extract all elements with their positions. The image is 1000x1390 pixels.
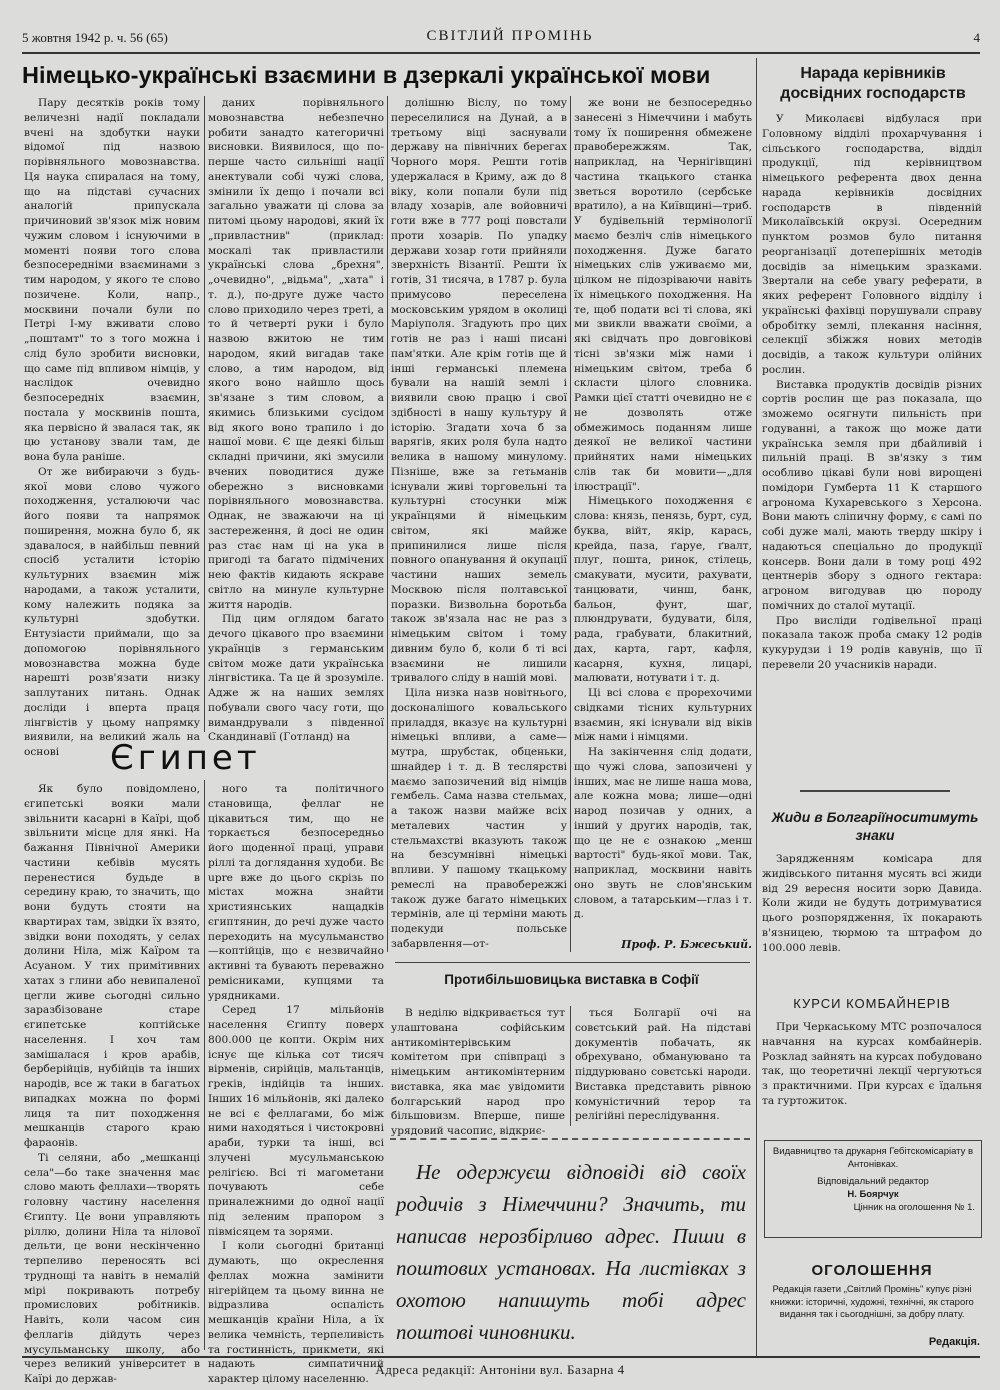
paragraph: ться Болгарії очі на совєтський рай. На підставі документів побачать, як обрехувано, обмануювано та піддурювано совєтські народи. Виставка представить рівною комуністичний терор та релігійні переслідування. [575, 1007, 751, 1123]
main-article-col1 [24, 96, 200, 758]
ads-headline: ОГОЛОШЕННЯ [811, 1262, 933, 1279]
notice-text: Не одержуєш відповіді від своїх родичів з Німеччини? Значить, ти написав нерозбірливо адрес. Пиши в поштових установах. На листівках з охотою напишуть тобі адрес поштові чиновники. [396, 1160, 746, 1344]
paragraph: На закінчення слід додати, що чужі слова, запозичені у інших, має не лише наша мова, але кожна мова; лише—одні народ позичав у одних, а інший у других народів, так, що це не є ознакою „менш вартості" будь-якої мови. Так, наприклад, москвини навіть оно звуть не слов'янським словом, а татарським—глаз і т. д. [574, 746, 752, 921]
paragraph: ного та політичного становища, феллаг не цікавиться тим, що не торкається безпосередньо його щоденної праці, управи ріллі та доглядання худоби. Вє upre вже до цього скрізь по містах можна знайти християнських нащадків єгиптянин, до речі дуже часто переходить на мусульманство—коптійців, що є незвичайно активні та бувають переважно ремісниками, купцями та урядниками. [208, 783, 384, 1002]
paragraph: Ці всі слова є прорехочими свідками тісних культурних взаємин, які існували від віків між нами і німцями. [574, 687, 752, 744]
paragraph: Ті селяни, або „мешканці села"—бо таке значення має слово мають феллахи—творять головну частину населення Єгипту. Це вони управляють ріллю, долини Ніла та нілової дельти, це вони нескінченно терпеливо переносять всі труднощі та навіть в немалій мірі покривають потребу промислових робітників. Навіть, коли часом син феллагів дійдуть через мусульманську школу, або через великий університет в Каїрі до держав- [24, 1151, 200, 1385]
column-rule [756, 58, 757, 1358]
egypt-col2 [208, 782, 384, 1385]
paragraph: Під цим оглядом багато дечого цікавого про взаємини українців з германським світом може дати українська лінгвістика. Та це й зрозуміле. Адже ж на наших землях побували свого часу готи, що вимандрували з південної Скандинавії (Готланд) на [208, 613, 384, 744]
egypt-col1 [24, 782, 200, 1385]
column-rule [570, 96, 571, 952]
paragraph: даних порівняльного мовознавства небезпечно робити занадто категоричні висновки. Виявилося, що по-перше часто сильніші нації анектували собі чужі слова, змінили їх дещо і почали всі загально уважати ці слова за питомі цьому народові, який їх „привластнив" (приклад: москалі так привластили українські слова „брехня", „очевидно", „відьма", „хата" і т. д.), по-друге дуже часто слово приходило через треті, а то й четверті руки і було назвою вжитою не тим народом, який вигадав таке слово, а тим народом, від якого воно найшло щось зв'язане з тим словом, а якимись близькими сусідом від якого воно трапило і до нашої мови. Є ще деякі більш складні причини, які змусили вчених поводитися дуже обережно з висновками порівняльного мовознавства. Однак, не зважаючи на ці застереження, й досі не один раз стає нам ці на ука в пригоді та багато підмічених нею фактів кидають яскраве світло на минуле культурне життя народів. [208, 97, 384, 611]
jews-body [762, 852, 982, 978]
column-rule [204, 780, 205, 1350]
sofia-headline: Протибільшовицька виставка в Софії [444, 972, 699, 987]
footer-address: Адреса редакції: Антоніни вул. Базарна 4 [375, 1362, 625, 1377]
paragraph: У Миколаєві відбулася при Головному відділі прохарчування і сільського господарства, відділ продукції, під керівництвом німецького референта двох денна нарада керівників досвідних господарств в південній Миколаївській окрузі. Осередним пунктом розмов було питання реорганізації дотеперішніх методів досвідів за німецьким зразками. Звертали на себе увагу реферати, в яких референт Головного відділу і українські фахівці порушували справу обробітку землі, плекання насіння, селекції збіжжя нових методів досвідів, а також культури олійних рослин. [762, 113, 982, 376]
masthead-date-issue: 5 жовтня 1942 р. ч. 56 (65) [22, 30, 168, 45]
paragraph: В неділю відкривається тут улаштована софійським антикомінтерівським комітетом при співпраці з німецьким антикомінтерним виставка, яка має увідомити болгарський народ про більшовизм. Вперше, пише урядовий часопис, відкриє- [391, 1007, 565, 1137]
column-rule [570, 1006, 571, 1126]
meeting-body [762, 112, 982, 774]
meeting-headline: Нарада керівників досвідних господарств [780, 65, 966, 102]
notice-box [390, 1138, 750, 1356]
paragraph: Німецького походження є слова: князь, пенязь, бурт, суд, буква, війт, якір, карась, крейда, паза, ґаруе, ґвалт, плуг, пошта, ринок, стілець, смакувати, мусити, рахувати, танцювати, чинш, банк, бальон, фунт, шаг, плюндрувати, будувати, біля, рада, грабувати, блакитний, дах, карта, гарт, кафля, касарня, кухня, лицарі, малювати, нотувати і т. д. [574, 495, 752, 685]
paragraph: При Черкаському МТС розпочалося навчання на курсах комбайнерів. Розклад зайнять на курсах побудовано так, що теоретичні лекції чергуються з практичними. При курсах є їдальня та гуртожиток. [762, 1021, 982, 1107]
sofia-col1 [391, 1006, 565, 1137]
column-rule [204, 96, 205, 732]
paragraph: Зарядженням комісара для жидівського питання мусять всі жиди від 29 вересня носити зорю Давида. Коли жиди не будуть дотримуватися цього розпорядження, їх покарають в'язницею, тюрмою та штрафом до 100.000 левів. [762, 853, 982, 954]
paragraph: От же вибираючи з будь-якої мови слово чужого походження, усталюючи час його появи та напрямок поширення, можна було б, як здавалося, в найбільш певний спосіб усталити історію культурних взаємин між народами, а також усталити, кому належить подяка за культурні здобутки. Ентузіасти приймали, що за допомогою порівняльного мовознавства можна буде нарешті розв'язати низку заплутаних питань. Однак досліди і вперта праця лінгвістів у цьому напрямку виявили, на великий жаль на основі [24, 465, 200, 758]
footer-rule [22, 1356, 980, 1358]
paragraph: же вони не безпосередньо занесені з Німеччини і мабуть тому їх поширення обмежене правобережжям. Так, наприклад, на Чернігівщині частина ткацького станка зветься воротило (сербське вратило), а на Київщині—триб. У будівельній термінології маємо безліч слів німецького походження. Дуже багато німецьких слів уживаємо ми, цілком не підозріваючи навіть їх німецького походження. На те, щоб подати всі ті слова, які ми звикли вважати своїми, а які свідчать про довговікові тісні зв'язки між нами і німецьким світом, треба б скласти цілого словника. Рамки цієї статті очевидно не є не дозволять отже обмежимось поданням лише деякої не великої частини прийнятих нами німецьких слів так би мовити—„для ілюстрації". [574, 97, 752, 493]
paragraph: Серед 17 мільйонів населення Єгипту поверх 800.000 це копти. Окрім них існує ще кілька сот тисяч вірменів, сирійців, мальтанців, греків, індійців та інших. Інших 16 мільйонів, які далеко не всі є феллагами, бо між ними находяться і чистокровні араби, турки та інші, всі злучені мусульманською релігією. Всі ті магометани почувають себе приналежними до одної нації під зеленим прапором з півмісяцем та зорями. [208, 1004, 384, 1238]
imprint-editor: Н. Боярчук [847, 1189, 899, 1200]
column-rule [387, 96, 388, 952]
ads-text: Редакція газети „Світлий Промінь" купує різні книжки: історичні, художні, технічні, як старого видання так і сьогоднішні, за добру плату. [770, 1284, 974, 1320]
main-headline: Німецько-українські взаємини в дзеркалі української мови [22, 62, 711, 88]
egypt-headline: Єгипет [110, 738, 261, 778]
paragraph: Пару десятків років тому величезні надії покладали вчені на здобутки науки відомої під назвою порівняльного мовознавства. Ця наука спиралася на тому, що на підставі сучасних аналогій припускала причиновий зв'язок між новим чужим словом і існуючими в моменті появи того слова безпосередніми взаєминами з тим народом, у якого те слово позичене. Коли, напр., москвини почали були по Петрі І-му вживати слово „поштамт" то з того можна і слід було зробити висновки, що саме під впливом німців, у наслідок очевидно безпосередніх взаємин, постала у москвинів пошта, яка первісно й звалася так, як цю установу звали там, де вона була раніше. [24, 97, 200, 463]
sofia-col2 [575, 1006, 751, 1128]
main-article-col3 [391, 96, 567, 952]
imprint-box [764, 1140, 982, 1238]
imprint-editor-label: Відповідальний редактор [817, 1176, 929, 1187]
main-article-col4 [574, 96, 752, 936]
page-number: 4 [973, 30, 980, 45]
section-rule [395, 962, 750, 963]
main-article-signature: Проф. Р. Бжеський. [621, 938, 752, 951]
masthead-rule [22, 52, 980, 54]
paragraph: Про висліди годівельної праці показала також проба смаку 12 родів кукурудзи і 19 родів кавунів, що її перевели 20 учасників наради. [762, 614, 982, 671]
courses-body [762, 1020, 982, 1136]
masthead-title: СВІТЛИЙ ПРОМІНЬ [426, 28, 594, 44]
paragraph: І коли сьогодні британці думають, що окреслення феллах можна замінити нігерійцем та цьому винна не відразлива оспалість мешканців країни Ніла, а їх велика чемність, терпеливість та гостинність, прикмети, які надають симпатичний характер цілому населенню. [208, 1240, 384, 1385]
section-rule [800, 790, 950, 792]
imprint-publisher: Видавництво та друкарня Гебітскомісаріату в Антонівках. [772, 1146, 974, 1170]
paragraph: Як було повідомлено, єгипетські вояки мали звільнити касарні в Каїрі, щоб звільнити місце для янкі. На бажання Північної Америки частини кебівів мусять перенестися будьде в середину краю, то значить, що вони будуть стояти на квартирах там, звідки їх взято, звідки вони походять, у селах долини Ніла, між Каїром та Асуаном. У тих примітивних хатах з глини або невипаленої цегли живе сьогодні сильно заразбізоване старе єгипетське коптійське населення. І хоч там замішалася і кров арабів, берберійців, нубійців та інших народів, все ж таки в багатьох випадках можна по формі лиця та пит походження мешканців старого краю фараонів. [24, 783, 200, 1149]
imprint-price: Цінник на оголошення № 1. [853, 1202, 975, 1213]
courses-headline: КУРСИ КОМБАЙНЕРІВ [793, 996, 951, 1011]
main-article-col2 [208, 96, 384, 744]
paragraph: Ціла низка назв новітнього, досконалішого ковальського приладдя, вказує на культурні німецькі впливи, а саме—мутра, шрубстак, обценьки, шнайдер і т. д. В теслярстві маємо запозичений від німців гембель. Сама назва стельмах, а також назви майже всіх металевих частин у стельмахстві вказують також на безсумнівні німецькі впливи. У пашому ткацькому ремеслі на правобережжі також дуже багато німецьких термінів, але ці терміни мають подекуди польське забарвлення—от- [391, 687, 567, 950]
paragraph: долішню Віслу, по тому переселилися на Дунай, а в третьому віці заснували державу на північних берегах Чорного моря. Решти готів удержалася в Криму, аж до 8 віку, коли попали були під владу хозарів, але войовничі готи вже в 777 році повстали проти хозарів. По упадку держави хозар готи прийняли зверхність Візантії. Решти їх готів, 31 тисяча, в 1787 р. була примусово переселена московським урядом в околиці Маріуполя. Згадують про цих готів не раз і наші писані пам'ятки. Але крім готів ще й інші германські племена бували на нашій землі і виявили свою працю і свої здібності в нашу культуру й історію. Згадати хоча б за варягів, яких роля була надто велика в нашому минулому. Пізніше, вже за гетьманів існували живі торговельні та культурні стосунки між українцями й німецьким світом, які майже припинилися лише після повного опанування й окупації частини наших земель Москвою після полтавської поразки. Визвольна боротьба також зв'язала нас не раз з німецьким світом і тому дивним було б, коли б ті всі взаємини не лишили тривалого сліду в нашій мові. [391, 97, 567, 685]
ads-signature: Редакція. [928, 1336, 980, 1348]
jews-headline: Жиди в Болгаріїноситимуть знаки [771, 809, 979, 843]
paragraph: Виставка продуктів досвідів різних сортів рослин ще раз показала, що зможемо осягнути пильність при годуванні, а також що може дати українська земля при дбайливій і пильній праці. В зв'язку з тим особливо цікаві були нові вирощені помідори Гумберта 11 К старшого агронома Кухаревського з Херсона. Вони мають сліпичну форму, є самі по собі дуже малі, мають тверду шкіру і надаються спеціально до продукції консерв. Вони дали в тому році 492 центнерів збору з одного гектара: агроном вигодував цю породу помічних до сталої мутації. [762, 378, 982, 612]
